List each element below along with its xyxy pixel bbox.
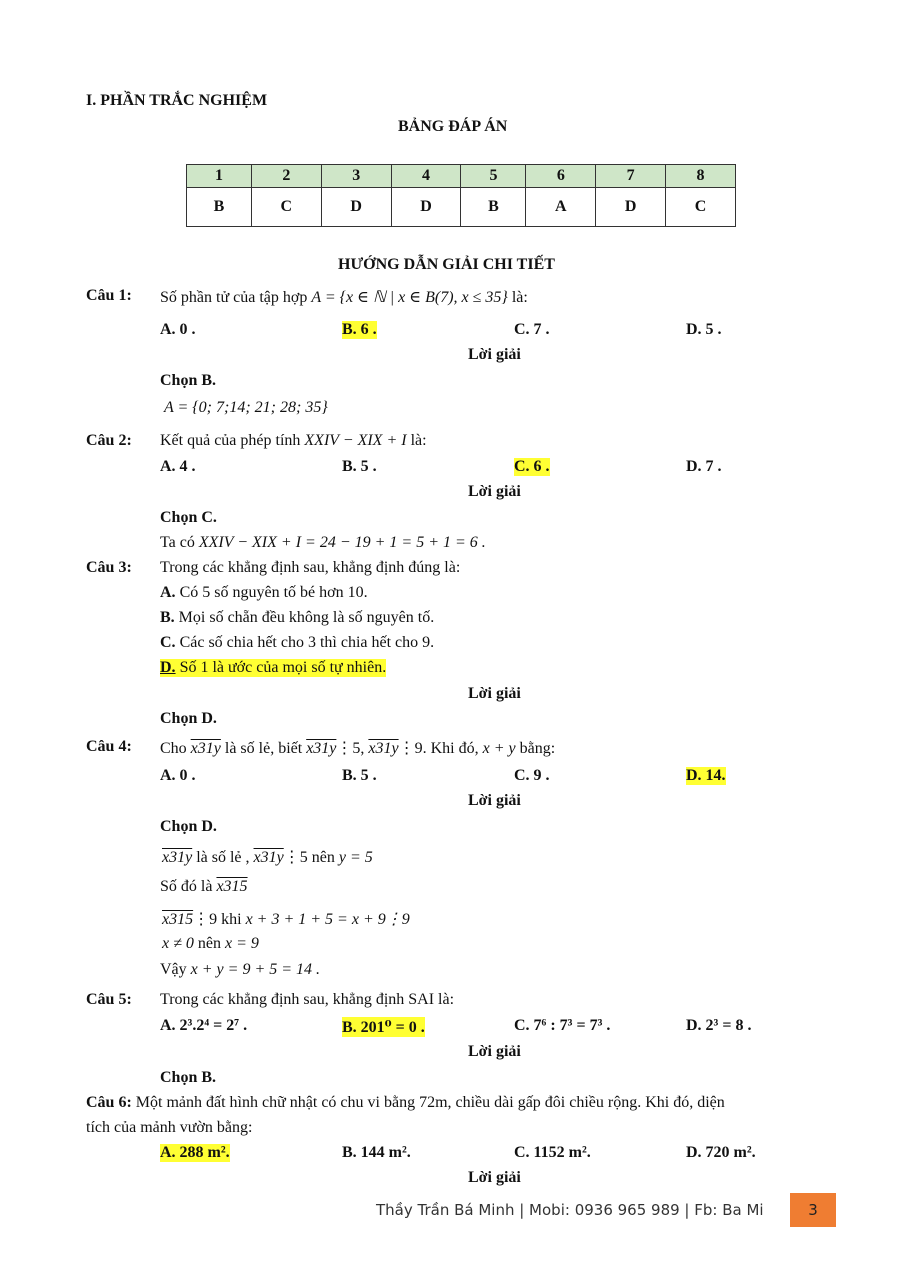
q3-option-b (160, 609, 434, 627)
q4-t2: là số lẻ, biết (224, 740, 303, 757)
q1-text: Số phần tử của tập hợp (160, 289, 308, 306)
q4-w3-number: x315 (162, 911, 194, 928)
section-title: I. PHẦN TRẮC NGHIỆM (86, 92, 268, 109)
q4-option-d: D. 14. (686, 767, 726, 784)
q4-work-line-5 (160, 961, 320, 979)
q4-option-a: A. 0 . (160, 767, 196, 784)
q1-set: A = {x ∈ ℕ | x ∈ B(7), x ≤ 35} (311, 289, 508, 306)
q2-work-line (160, 534, 486, 552)
q6-option-b: B. 144 m². (342, 1144, 411, 1161)
q4-choice: Chọn D. (160, 818, 217, 835)
q3-option-a-text: Có 5 số nguyên tố bé hơn 10. (179, 584, 368, 601)
q4-work-line-2 (160, 878, 248, 896)
q4-work-line-3 (162, 909, 410, 929)
q3-label: Câu 3: (86, 559, 132, 576)
question-number: 5 (461, 165, 526, 188)
q1-work: A = {0; 7;14; 21; 28; 35} (164, 399, 328, 416)
q4-label: Câu 4: (86, 738, 132, 755)
q1-tail: là: (511, 289, 528, 306)
q2-question (160, 432, 427, 450)
q6-solution-heading: Lời giải (468, 1169, 521, 1186)
q3-choice: Chọn D. (160, 710, 217, 727)
q4-w1b: ⋮5 nên (283, 849, 335, 866)
q4-t1: Cho (160, 740, 187, 757)
q5-option-b: B. 201⁰ = 0 . (342, 1019, 425, 1036)
q4-number-divisible-5: x31y (306, 740, 337, 757)
q1-choice: Chọn B. (160, 372, 217, 389)
q6-text-1: Một mảnh đất hình chữ nhật có chu vi bằng 72m, chiều dài gấp đôi chiều rộng. Khi đó, diện (135, 1094, 725, 1111)
q4-number: x31y (190, 740, 221, 757)
q3-option-c-text: Các số chia hết cho 3 thì chia hết cho 9. (179, 634, 435, 651)
q6-option-d: D. 720 m². (686, 1144, 756, 1161)
answer-letter: D (596, 188, 666, 227)
q4-work-number: x31y (253, 849, 284, 866)
q3-option-c (160, 634, 434, 652)
answer-letter: C (666, 188, 736, 227)
q5-solution-heading: Lời giải (468, 1043, 521, 1060)
answer-letter: A (526, 188, 596, 227)
q3-text: Trong các khẳng định sau, khẳng định đúng là: (160, 559, 461, 576)
answer-table (186, 164, 736, 227)
q5-option-c: C. 7⁶ : 7³ = 7³ . (514, 1017, 611, 1034)
q2-tail: là: (410, 432, 427, 449)
q3-option-a (160, 584, 368, 602)
q2-choice: Chọn C. (160, 509, 217, 526)
q2-option-b: B. 5 . (342, 458, 377, 475)
q6-text-2: tích của mảnh vườn bằng: (86, 1119, 253, 1136)
q4-w4c: x = 9 (225, 935, 259, 952)
q5-text: Trong các khẳng định sau, khẳng định SAI là: (160, 991, 455, 1008)
q4-w1a: là số lẻ , (196, 849, 250, 866)
question-number: 1 (187, 165, 252, 188)
q4-question (160, 738, 555, 758)
q4-sum: x + y (482, 740, 516, 757)
q6-label: Câu 6: (86, 1094, 132, 1111)
q4-cond-5: ⋮5, (336, 740, 365, 757)
q3-option-d (160, 659, 386, 677)
q5-label: Câu 5: (86, 991, 132, 1008)
q4-w1c: y = 5 (338, 849, 373, 866)
q4-number-divisible-9: x31y (368, 740, 399, 757)
q3-solution-heading: Lời giải (468, 685, 521, 702)
q4-w5a: Vậy (160, 961, 187, 978)
q3-option-c-letter: C. (160, 634, 176, 651)
page-number: 3 (790, 1193, 836, 1227)
q3-option-d-letter: D. (160, 659, 176, 676)
q3-option-b-text: Mọi số chẵn đều không là số nguyên tố. (178, 609, 435, 626)
q4-t3: . Khi đó, (422, 740, 479, 757)
q4-option-c: C. 9 . (514, 767, 550, 784)
question-number: 3 (321, 165, 391, 188)
q4-solution-heading: Lời giải (468, 792, 521, 809)
q4-work-line-1 (162, 847, 373, 867)
question-number: 6 (526, 165, 596, 188)
q1-option-a: A. 0 . (160, 321, 196, 338)
q2-option-a: A. 4 . (160, 458, 196, 475)
q2-option-c: C. 6 . (514, 458, 550, 475)
q4-w3a: ⋮9 khi (193, 911, 242, 928)
answer-letter: B (461, 188, 526, 227)
q2-text: Kết quả của phép tính (160, 432, 301, 449)
q6-question-line-1 (86, 1094, 725, 1112)
q1-solution-heading: Lời giải (468, 346, 521, 363)
q3-option-b-letter: B. (160, 609, 175, 626)
answer-letter: D (391, 188, 461, 227)
q5-choice: Chọn B. (160, 1069, 217, 1086)
q2-label: Câu 2: (86, 432, 132, 449)
q2-solution-heading: Lời giải (468, 483, 521, 500)
q4-cond-9: ⋮9 (398, 740, 423, 757)
answer-letter: C (251, 188, 321, 227)
q5-option-a: A. 2³.2⁴ = 2⁷ . (160, 1017, 248, 1034)
q2-work-prefix: Ta có (160, 534, 195, 551)
q4-w4b: nên (197, 935, 221, 952)
question-number: 7 (596, 165, 666, 188)
q1-option-b: B. 6 . (342, 321, 377, 338)
q4-work-number: x31y (162, 849, 193, 866)
answer-letter: D (321, 188, 391, 227)
q4-w5b: x + y = 9 + 5 = 14 . (190, 961, 321, 978)
q4-t4: bằng: (519, 740, 556, 757)
q3-option-a-letter: A. (160, 584, 176, 601)
question-number: 8 (666, 165, 736, 188)
answer-table-answer-row (187, 188, 736, 227)
question-number: 2 (251, 165, 321, 188)
guide-title: HƯỚNG DẪN GIẢI CHI TIẾT (338, 256, 555, 273)
answer-letter: B (187, 188, 252, 227)
q2-option-d: D. 7 . (686, 458, 722, 475)
q1-option-c: C. 7 . (514, 321, 550, 338)
q4-w2-number: x315 (216, 878, 248, 895)
q4-work-line-4 (162, 935, 259, 953)
q5-option-d: D. 2³ = 8 . (686, 1017, 752, 1034)
q4-option-b: B. 5 . (342, 767, 377, 784)
q1-question (160, 287, 528, 307)
question-number: 4 (391, 165, 461, 188)
q6-option-a: A. 288 m². (160, 1144, 230, 1161)
footer-text: Thầy Trần Bá Minh | Mobi: 0936 965 989 | Fb: Ba Mi (376, 1201, 764, 1219)
q3-option-d-text: Số 1 là ước của mọi số tự nhiên. (179, 659, 387, 676)
answer-table-header-row (187, 165, 736, 188)
q4-w3b: x + 3 + 1 + 5 = x + 9⋮9 (245, 911, 410, 928)
q4-w4a: x ≠ 0 (162, 935, 194, 952)
q2-expr: XXIV − XIX + I (304, 432, 407, 449)
q1-label: Câu 1: (86, 287, 132, 304)
q1-option-d: D. 5 . (686, 321, 722, 338)
q4-w2a: Số đó là (160, 878, 213, 895)
q2-work: XXIV − XIX + I = 24 − 19 + 1 = 5 + 1 = 6 . (198, 534, 486, 551)
answer-key-title: BẢNG ĐÁP ÁN (398, 118, 508, 135)
q6-option-c: C. 1152 m². (514, 1144, 591, 1161)
